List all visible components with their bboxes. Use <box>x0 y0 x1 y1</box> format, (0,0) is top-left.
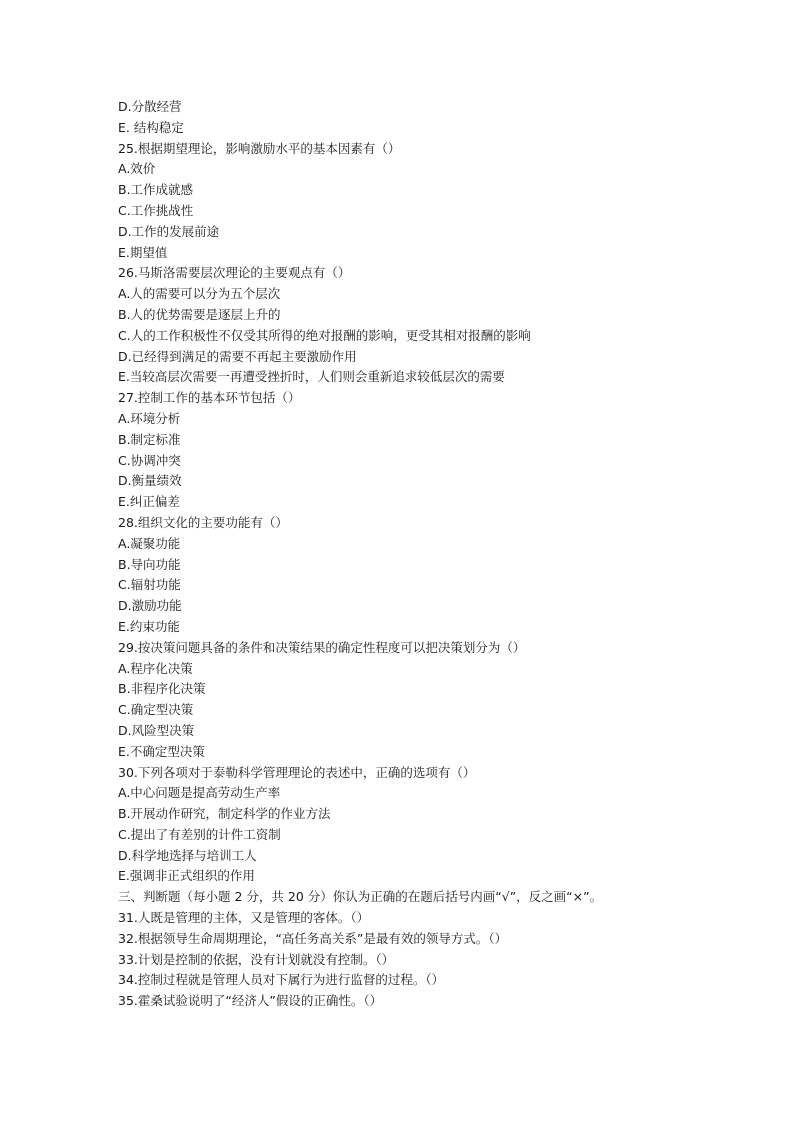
document-body <box>118 97 758 1012</box>
option-line: A.中心问题是提高劳动生产率 <box>118 785 281 801</box>
option-line: D.科学地选择与培训工人 <box>118 847 257 863</box>
option-line: C.人的工作积极性不仅受其所得的绝对报酬的影响，更受其相对报酬的影响 <box>118 327 531 343</box>
option-line: D.分散经营 <box>118 99 182 114</box>
question-33: 33.计划是控制的依据，没有计划就没有控制。（） <box>118 951 395 967</box>
question-35: 35.霍桑试验说明了“经济人”假设的正确性。（） <box>118 993 383 1009</box>
option-line: C.提出了有差别的计件工资制 <box>118 826 281 842</box>
question-27: 27.控制工作的基本环节包括（） <box>118 390 301 406</box>
option-line: E.纠正偏差 <box>118 494 180 510</box>
option-line: E.不确定型决策 <box>118 743 205 759</box>
question-32: 32.根据领导生命周期理论，“高任务高关系”是最有效的领导方式。（） <box>118 930 508 946</box>
option-line: B.制定标准 <box>118 431 181 447</box>
option-line: C.工作挑战性 <box>118 202 194 218</box>
question-31: 31.人既是管理的主体，又是管理的客体。（） <box>118 910 370 926</box>
question-28: 28.组织文化的主要功能有（） <box>118 514 288 530</box>
option-line: E.期望值 <box>118 244 168 260</box>
option-line: E.强调非正式组织的作用 <box>118 868 255 884</box>
option-line: D.激励功能 <box>118 598 182 614</box>
option-line: B.开展动作研究，制定科学的作业方法 <box>118 806 331 822</box>
question-34: 34.控制过程就是管理人员对下属行为进行监督的过程。（） <box>118 972 445 988</box>
option-line: A.凝聚功能 <box>118 535 181 551</box>
section-heading: 三、判断题（每小题 2 分，共 20 分）你认为正确的在题后括号内画“√”，反之画“×”。 <box>118 889 603 905</box>
question-25: 25.根据期望理论，影响激励水平的基本因素有（） <box>118 140 401 156</box>
option-line: D.已经得到满足的需要不再起主要激励作用 <box>118 348 357 364</box>
option-line: B.非程序化决策 <box>118 681 206 697</box>
option-line: D.衡量绩效 <box>118 473 182 489</box>
option-line: D.风险型决策 <box>118 722 195 738</box>
option-line: A.效价 <box>118 161 156 177</box>
question-29: 29.按决策问题具备的条件和决策结果的确定性程度可以把决策划分为（） <box>118 639 526 655</box>
option-line: C.确定型决策 <box>118 702 194 718</box>
option-line: C.辐射功能 <box>118 577 181 593</box>
option-line: D.工作的发展前途 <box>118 223 220 239</box>
option-line: E.当较高层次需要一再遭受挫折时，人们则会重新追求较低层次的需要 <box>118 369 505 385</box>
option-line: C.协调冲突 <box>118 452 181 468</box>
option-line: B.人的优势需要是逐层上升的 <box>118 306 281 322</box>
option-line: E. 结构稳定 <box>118 119 184 135</box>
option-line: B.工作成就感 <box>118 182 194 198</box>
option-line: B.导向功能 <box>118 556 181 572</box>
question-30: 30.下列各项对于泰勒科学管理理论的表述中，正确的选项有（） <box>118 764 476 780</box>
option-line: A.人的需要可以分为五个层次 <box>118 286 281 302</box>
question-26: 26.马斯洛需要层次理论的主要观点有（） <box>118 265 351 281</box>
option-line: A.环境分析 <box>118 410 181 426</box>
option-line: E.约束功能 <box>118 618 180 634</box>
option-line: A.程序化决策 <box>118 660 193 676</box>
